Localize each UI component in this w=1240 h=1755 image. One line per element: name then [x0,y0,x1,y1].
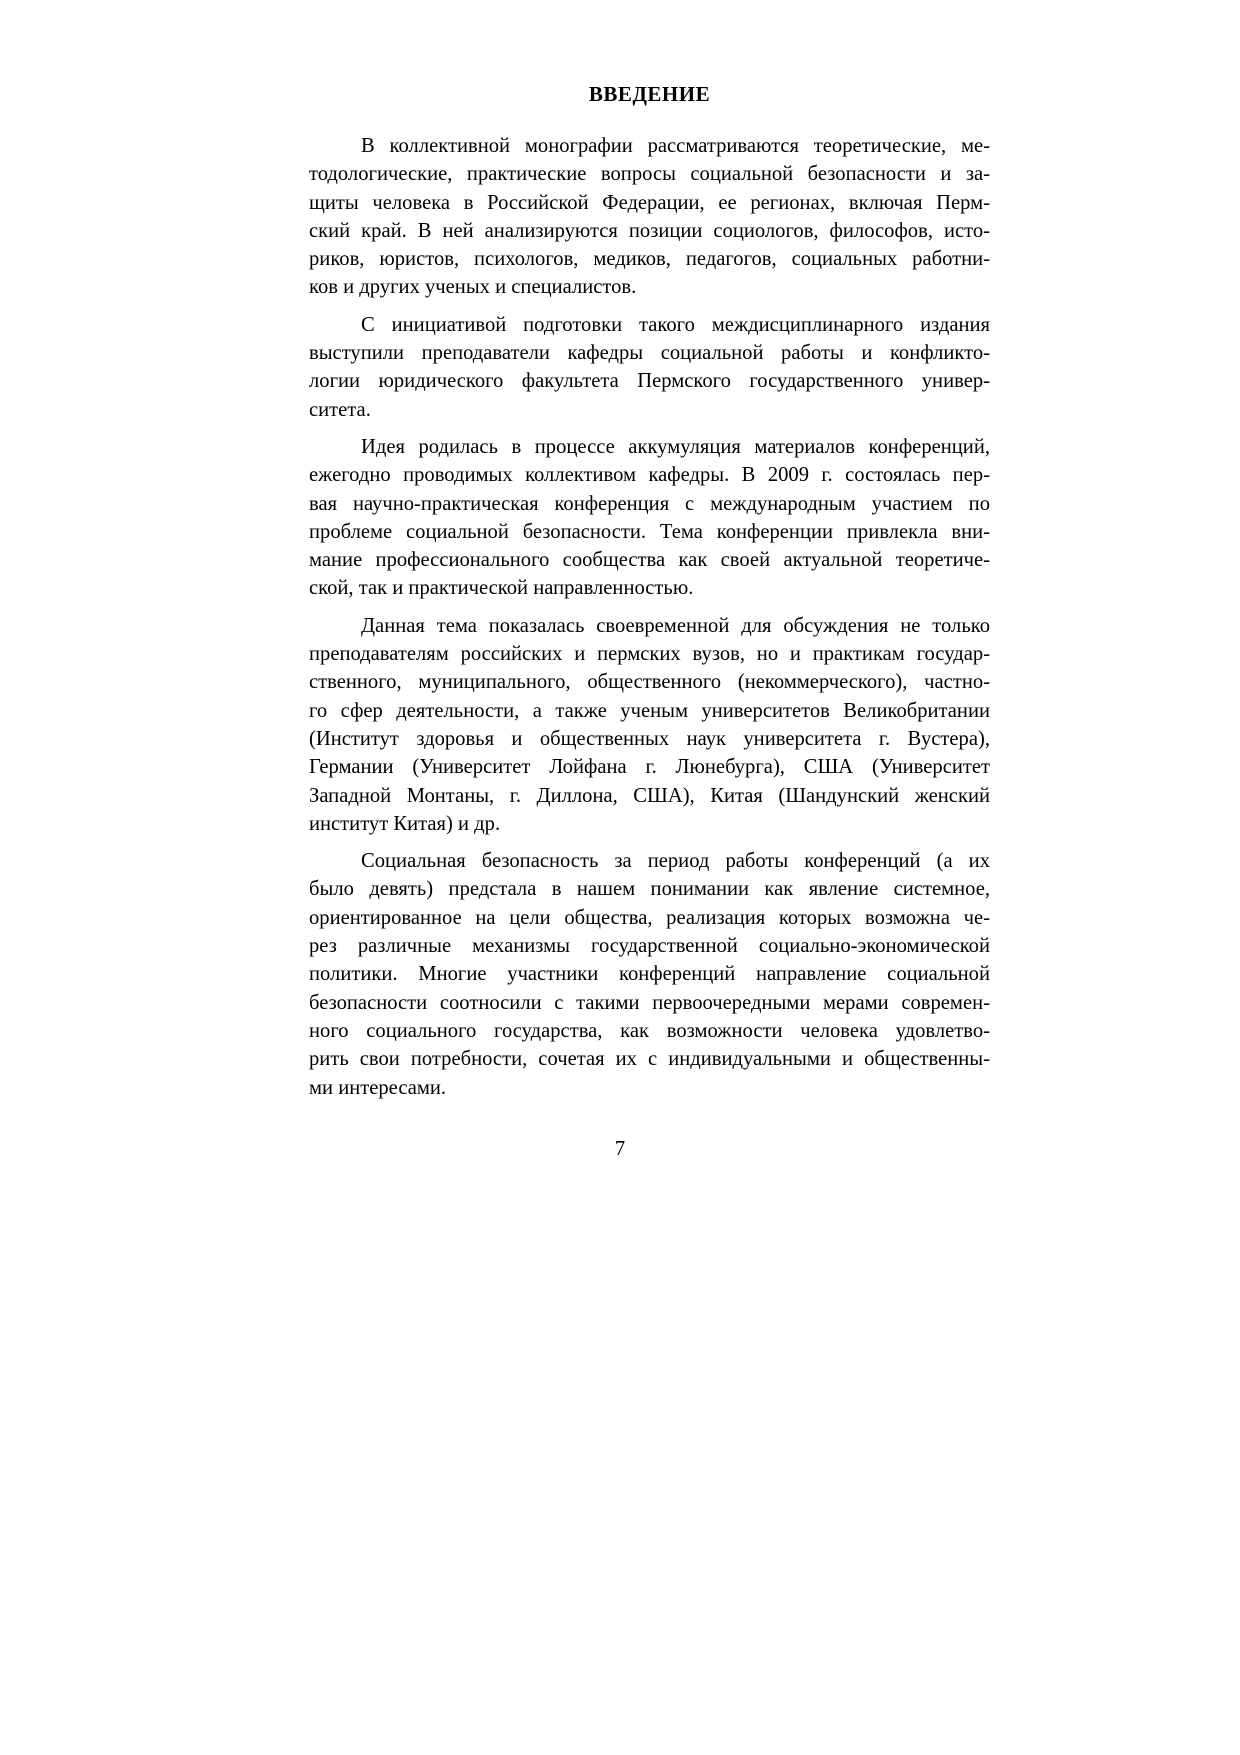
text-line: ежегодно проводимых коллективом кафедры. В 2009 г. состоялась пер- [309,464,990,487]
text-line: (Институт здоровья и общественных наук университета г. Вустера), [309,727,990,750]
text-line: ственного, муниципального, общественного (некоммерческого), частно- [309,671,990,694]
text-line: В коллективной монографии рассматриваются теоретические, ме- [361,135,990,157]
text-line: риков, юристов, психологов, медиков, педагогов, социальных работни- [309,248,990,271]
text-line: вая научно-практическая конференция с международным участием по [309,492,990,515]
text-line: ного социального государства, как возможности человека удовлетво- [309,1019,990,1042]
text-line: было девять) предстала в нашем понимании как явление системное, [309,878,990,901]
text-line: ми интересами. [309,1076,447,1099]
text-line: ориентированное на цели общества, реализация которых возможна че- [309,906,990,929]
text-line: го сфер деятельности, а также ученым университетов Великобритании [309,699,990,722]
text-line: С инициативой подготовки такого междисциплинарного издания [361,313,990,336]
text-line: институт Китая) и др. [309,812,501,835]
text-line: ской, так и практической направленностью. [309,577,694,600]
text-line: выступили преподаватели кафедры социальной работы и конфликто- [309,342,990,365]
text-line: ков и других ученых и специалистов. [309,276,637,299]
paragraph-4 [309,612,990,838]
text-line: Западной Монтаны, г. Диллона, США), Китая (Шандунский женский [309,784,990,807]
main-text [309,80,990,1111]
paragraph-2 [309,311,990,424]
text-line: Данная тема показалась своевременной для обсуждения не только [361,614,990,637]
paragraph-1 [309,132,990,302]
text-line: проблеме социальной безопасности. Тема конференции привлекла вни- [309,520,990,543]
text-line: рез различные механизмы государственной социально-экономической [309,935,990,958]
text-line: политики. Многие участники конференций направление социальной [309,963,990,986]
page-number: 7 [614,1138,626,1160]
paragraph-3 [309,433,990,603]
text-line: ский край. В ней анализируются позиции социологов, философов, исто- [309,219,990,242]
text-line: рить свои потребности, сочетая их с индивидуальными и общественны- [309,1048,990,1071]
text-line: ситета. [309,398,371,421]
text-line: безопасности соотносили с такими первоочередными мерами современ- [309,991,990,1014]
text-line: Идея родилась в процессе аккумуляция материалов конференций, [361,435,990,458]
text-line: Германии (Университет Лойфана г. Люнебурга), США (Университет [309,756,990,779]
page-title: ВВЕДЕНИЕ [588,82,711,106]
text-line: щиты человека в Российской Федерации, ее регионах, включая Перм- [309,191,990,214]
text-line: преподавателям российских и пермских вузов, но и практикам государ- [309,643,990,666]
text-line: тодологические, практические вопросы социальной безопасности и за- [309,163,990,186]
text-line: мание профессионального сообщества как своей актуальной теоретиче- [309,549,990,572]
text-line: Социальная безопасность за период работы конференций (а их [361,850,990,873]
text-line: логии юридического факультета Пермского государственного универ- [309,370,990,393]
paragraph-5 [309,847,990,1102]
